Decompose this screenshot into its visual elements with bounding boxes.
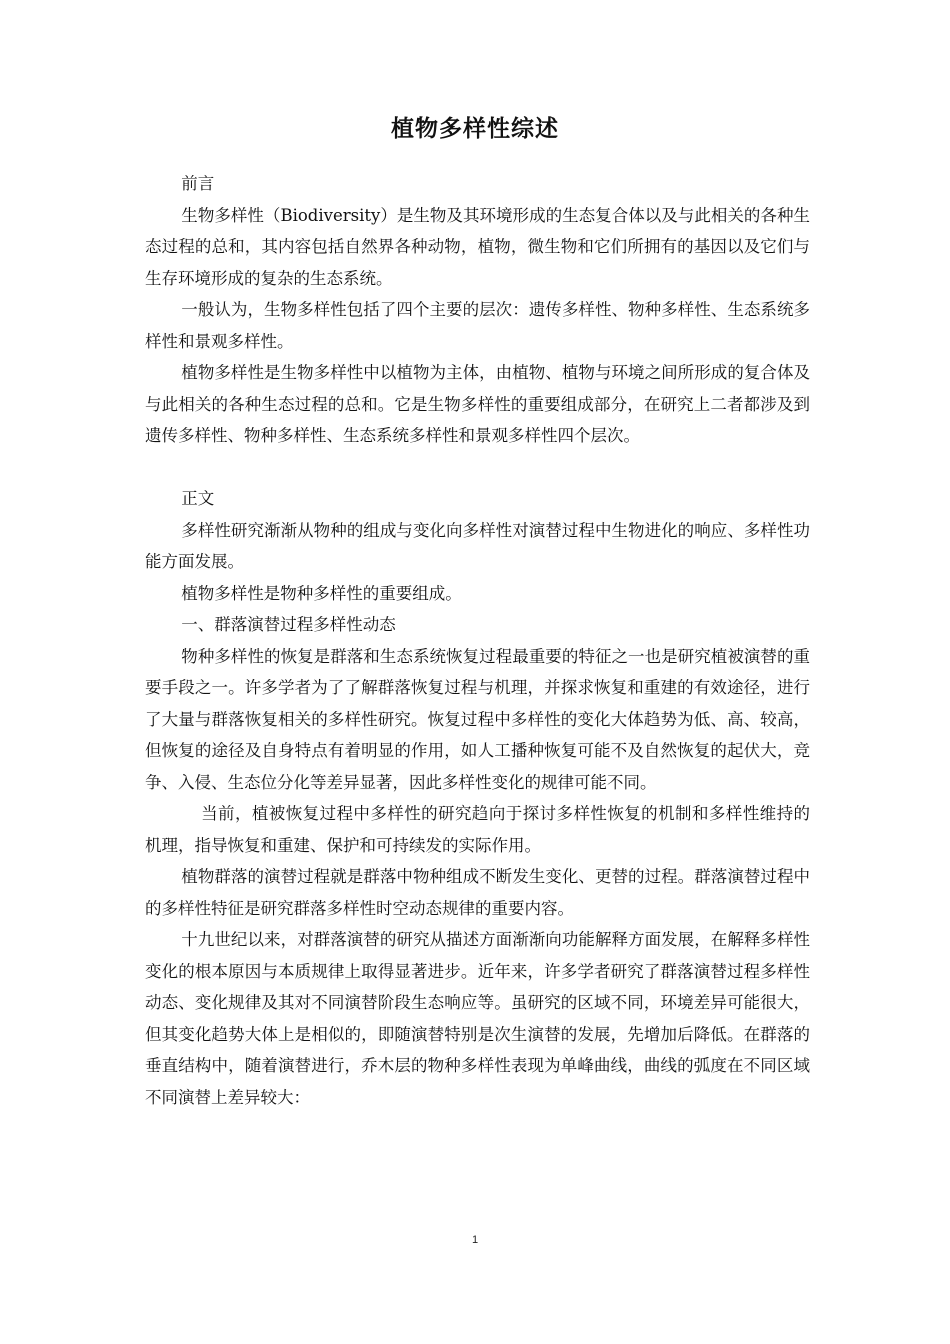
preface-paragraph-3: 植物多样性是生物多样性中以植物为主体，由植物、植物与环境之间所形成的复合体及与此相关的各种生态过程的总和。它是生物多样性的重要组成部分，在研究上二者都涉及到遗传多样性、物种多样性、生态系统多样性和景观多样性四个层次。	[145, 363, 810, 445]
section-1-paragraph-2: 当前，植被恢复过程中多样性的研究趋向于探讨多样性恢复的机制和多样性维持的机理，指导恢复和重建、保护和可持续发的实际作用。	[145, 804, 810, 855]
section-1-paragraph-4: 十九世纪以来，对群落演替的研究从描述方面渐渐向功能解释方面发展，在解释多样性变化的根本原因与本质规律上取得显著进步。近年来，许多学者研究了群落演替过程多样性动态、变化规律及其对不同演替阶段生态响应等。虽研究的区域不同，环境差异可能很大，但其变化趋势大体上是相似的，即随演替特别是次生演替的发展，先增加后降低。在群落的垂直结构中，随着演替进行，乔木层的物种多样性表现为单峰曲线，曲线的弧度在不同区域不同演替上差异较大：	[145, 930, 810, 1107]
preface-paragraph-2: 一般认为，生物多样性包括了四个主要的层次：遗传多样性、物种多样性、生态系统多样性和景观多样性。	[145, 300, 810, 351]
document-title: 植物多样性综述	[391, 116, 559, 142]
section-1-paragraph-1: 物种多样性的恢复是群落和生态系统恢复过程最重要的特征之一也是研究植被演替的重要手段之一。许多学者为了了解群落恢复过程与机理，并探求恢复和重建的有效途径，进行了大量与群落恢复相关的多样性研究。恢复过程中多样性的变化大体趋势为低、高、较高，但恢复的途径及自身特点有着明显的作用，如人工播种恢复可能不及自然恢复的起伏大，竞争、入侵、生态位分化等差异显著，因此多样性变化的规律可能不同。	[145, 646, 810, 792]
main-paragraph-1: 多样性研究渐渐从物种的组成与变化向多样性对演替过程中生物进化的响应、多样性功能方面发展。	[145, 520, 810, 571]
section-1-heading: 一、群落演替过程多样性动态	[181, 615, 396, 634]
blank-line	[145, 452, 810, 484]
main-paragraph-2: 植物多样性是物种多样性的重要组成。	[181, 583, 462, 603]
section-1-paragraph-3: 植物群落的演替过程就是群落中物种组成不断发生变化、更替的过程。群落演替过程中的多样性特征是研究群落多样性时空动态规律的重要内容。	[145, 867, 810, 918]
page-number: 1	[471, 1234, 479, 1246]
preface-paragraph-1: 生物多样性（Biodiversity）是生物及其环境形成的生态复合体以及与此相关的各种生态过程的总和，其内容包括自然界各种动物，植物，微生物和它们所拥有的基因以及它们与生存环境形成的复杂的生态系统。	[145, 205, 810, 288]
preface-heading: 前言	[181, 174, 215, 193]
document-body	[145, 168, 810, 1113]
main-heading: 正文	[181, 489, 215, 508]
